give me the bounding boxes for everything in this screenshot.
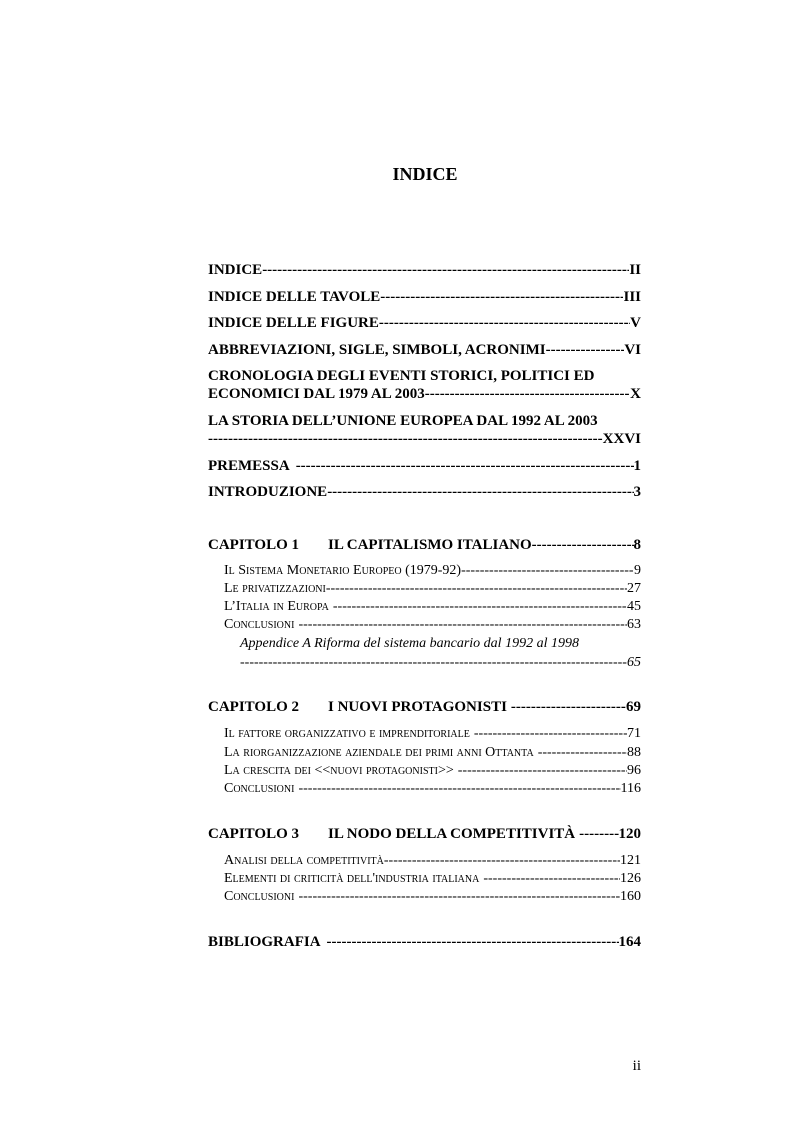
section-label: L’Italia in Europa xyxy=(224,599,329,614)
dot-leader xyxy=(479,870,620,888)
toc-entry-bibliografia[interactable] xyxy=(208,933,641,951)
toc-section[interactable] xyxy=(224,852,641,870)
section-page: 116 xyxy=(620,781,641,796)
toc-section[interactable] xyxy=(224,725,641,743)
toc-appendix[interactable] xyxy=(240,654,641,672)
toc-entry-page: III xyxy=(623,289,641,305)
toc-entry-page: XXVI xyxy=(602,431,641,447)
section-page: 45 xyxy=(627,599,641,614)
section-page: 27 xyxy=(627,581,641,596)
toc-section[interactable] xyxy=(224,598,641,616)
toc-section[interactable] xyxy=(224,762,641,780)
dot-leader xyxy=(326,580,627,598)
section-page: 126 xyxy=(620,871,641,886)
toc-section[interactable] xyxy=(224,580,641,598)
toc-entry-label: INTRODUZIONE xyxy=(208,484,328,500)
dot-leader xyxy=(208,430,603,448)
page-title: INDICE xyxy=(392,164,458,184)
section-label: La crescita dei <<nuovi protagonisti>> xyxy=(224,763,454,778)
toc-entry-page: 3 xyxy=(633,484,641,500)
section-label: Conclusioni xyxy=(224,617,295,632)
dot-leader xyxy=(532,536,634,554)
toc-entry-premessa[interactable] xyxy=(208,457,641,475)
dot-leader xyxy=(294,780,620,798)
toc-section[interactable] xyxy=(224,616,641,634)
toc-section[interactable] xyxy=(224,780,641,798)
dot-leader xyxy=(384,852,620,870)
dot-leader xyxy=(294,616,627,634)
dot-leader xyxy=(470,725,627,743)
toc-appendix-line1[interactable]: Appendice A Riforma del sistema bancario dal 1992 al 1998 xyxy=(240,636,579,651)
chapter-number: CAPITOLO 2 xyxy=(208,699,299,715)
toc-entry-page: V xyxy=(630,315,641,331)
toc-entry-storia-ue-line1[interactable]: LA STORIA DELL’UNIONE EUROPEA DAL 1992 AL 2003 xyxy=(208,413,598,429)
toc-entry-page: II xyxy=(629,262,641,278)
dot-leader xyxy=(327,483,633,501)
dot-leader xyxy=(507,698,626,716)
dot-leader xyxy=(425,385,630,403)
section-label: Elementi di criticità dell'industria italiana xyxy=(224,871,480,886)
toc-entry-label: PREMESSA xyxy=(208,458,290,474)
dot-leader xyxy=(461,562,634,580)
dot-leader xyxy=(546,341,625,359)
section-label: Il Sistema Monetario Europeo (1979-92) xyxy=(224,563,462,578)
section-page: 121 xyxy=(620,853,641,868)
dot-leader xyxy=(240,654,627,672)
toc-entry-storia-ue[interactable] xyxy=(208,430,641,448)
toc-entry-abbreviazioni[interactable] xyxy=(208,341,641,359)
toc-entry-page: VI xyxy=(624,342,641,358)
dot-leader xyxy=(454,762,627,780)
toc-entry-page: X xyxy=(630,386,641,402)
toc-chapter-1[interactable] xyxy=(208,536,641,554)
toc-entry-indice-tavole[interactable] xyxy=(208,288,641,306)
toc-entry-label: ECONOMICI DAL 1979 AL 2003 xyxy=(208,386,425,402)
section-label: Analisi della competitività xyxy=(224,853,384,868)
toc-entry-page: 164 xyxy=(618,934,641,950)
dot-leader xyxy=(380,288,623,306)
section-page: 9 xyxy=(634,563,641,578)
toc-entry-introduzione[interactable] xyxy=(208,483,641,501)
chapter-number: CAPITOLO 3 xyxy=(208,826,299,842)
toc-entry-label: INDICE DELLE FIGURE xyxy=(208,315,379,331)
section-label: Le privatizzazioni xyxy=(224,581,326,596)
toc-section[interactable] xyxy=(224,562,641,580)
toc-section[interactable] xyxy=(224,744,641,762)
toc-chapter-3[interactable] xyxy=(208,825,641,843)
toc-chapter-2[interactable] xyxy=(208,698,641,716)
toc-entry-cronologia[interactable] xyxy=(208,385,641,403)
section-page: 63 xyxy=(627,617,641,632)
toc-entry-page: 69 xyxy=(626,699,641,715)
toc-entry-page: 120 xyxy=(618,826,641,842)
appendix-page: 65 xyxy=(627,655,641,670)
dot-leader xyxy=(294,888,620,906)
section-page: 160 xyxy=(620,889,641,904)
section-label: La riorganizzazione aziendale dei primi anni Ottanta xyxy=(224,745,534,760)
toc-entry-indice-figure[interactable] xyxy=(208,314,641,332)
section-label: Il fattore organizzativo e imprenditoriale xyxy=(224,726,470,741)
dot-leader xyxy=(262,261,629,279)
section-label: Conclusioni xyxy=(224,781,295,796)
toc-entry-label: ABBREVIAZIONI, SIGLE, SIMBOLI, ACRONIMI xyxy=(208,342,546,358)
chapter-title: I NUOVI PROTAGONISTI xyxy=(328,699,507,715)
section-page: 96 xyxy=(627,763,641,778)
section-label: Conclusioni xyxy=(224,889,295,904)
toc-entry-label: BIBLIOGRAFIA xyxy=(208,934,321,950)
section-page: 88 xyxy=(627,745,641,760)
toc-section[interactable] xyxy=(224,870,641,888)
chapter-title: IL NODO DELLA COMPETITIVITÀ xyxy=(328,826,576,842)
dot-leader xyxy=(290,457,634,475)
section-page: 71 xyxy=(627,726,641,741)
dot-leader xyxy=(321,933,619,951)
toc-entry-page: 1 xyxy=(633,458,641,474)
dot-leader xyxy=(329,598,627,616)
dot-leader xyxy=(575,825,618,843)
chapter-title: IL CAPITALISMO ITALIANO xyxy=(328,537,532,553)
chapter-number: CAPITOLO 1 xyxy=(208,537,299,553)
toc-entry-label: INDICE xyxy=(208,262,263,278)
page-number: ii xyxy=(632,1058,641,1074)
toc-entry-page: 8 xyxy=(633,537,641,553)
toc-section[interactable] xyxy=(224,888,641,906)
toc-entry-indice[interactable] xyxy=(208,261,641,279)
dot-leader xyxy=(379,314,630,332)
toc-entry-label: INDICE DELLE TAVOLE xyxy=(208,289,381,305)
dot-leader xyxy=(534,744,627,762)
toc-entry-cronologia-line1[interactable]: CRONOLOGIA DEGLI EVENTI STORICI, POLITICI ED xyxy=(208,368,595,384)
